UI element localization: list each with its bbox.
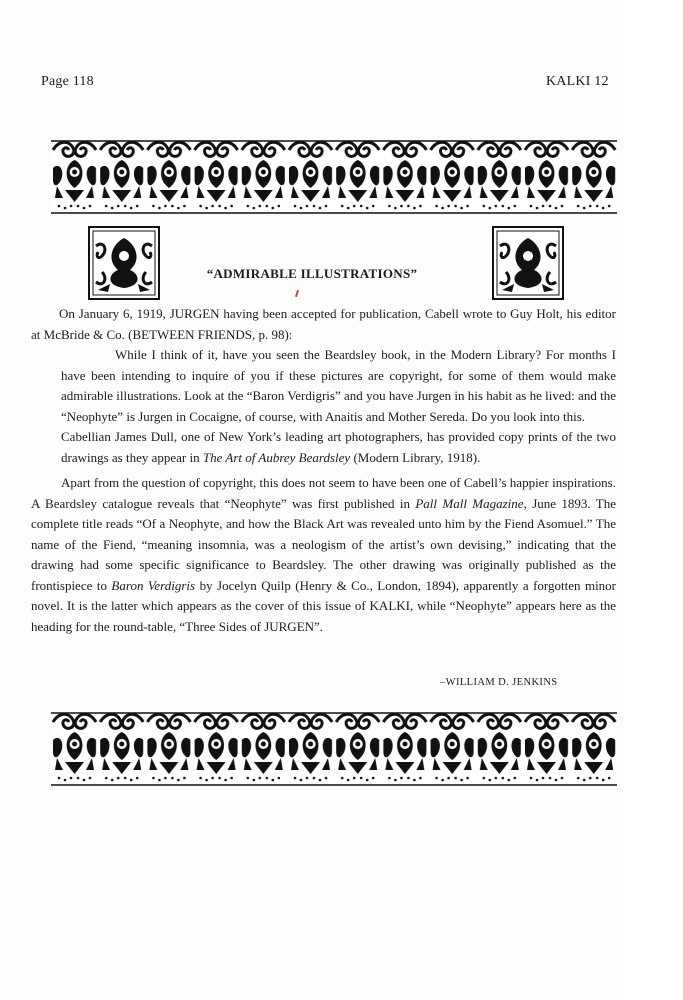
magazine-title: Pall Mall Magazine — [415, 495, 524, 511]
ornament-border-icon — [51, 712, 617, 786]
decorative-border-top — [51, 140, 617, 214]
article-body — [31, 304, 617, 637]
p2-text-1: Cabellian James Dull, one of New York’s leading art photographers, has provided copy prints of the two drawings as they appear in — [61, 429, 616, 465]
p3-text-2: , June 1893. The complete title reads “Of a Neophyte, and how the Black Art was revealed unto him by the Fiend Asomuel.” The name of the Fiend, “meaning insomnia, was a neologism of the artist’s own devising,” indicating that the drawing had some specific significance to Beardsley. The other drawing was originally published as the frontispiece to — [31, 495, 616, 593]
paragraph-copyright — [31, 473, 616, 637]
author-signature: –WILLIAM D. JENKINS — [440, 677, 558, 688]
ornament-border-icon — [51, 140, 617, 214]
paragraph-photographer — [61, 427, 616, 468]
red-mark — [295, 290, 299, 297]
p3-text-1: Apart from the question of copyright, this does not seem to have been one of Cabell’s happier inspirations. A Beardsley catalogue reveals that “Neophyte” was first published in — [31, 475, 616, 511]
paragraph-quote: While I think of it, have you seen the Beardsley book, in the Modern Library? For months I have been intending to inquire of you if these pictures are copyright, for some of them would make admirable illustrations. Look at the “Baron Verdigris” and you have Jurgen in his habit as he lived: and the “Neophyte” is Jurgen in Cocaigne, of course, with Anaitis and Mother Sereda. Do you look into this. — [61, 347, 616, 424]
article-title: “ADMIRABLE ILLUSTRATIONS” — [206, 266, 418, 281]
journal-issue: KALKI 12 — [546, 74, 609, 89]
page-number: Page 118 — [41, 74, 94, 89]
corner-ornament-left-icon — [88, 226, 160, 300]
corner-ornament-right-icon — [492, 226, 564, 300]
p2-text-2: (Modern Library, 1918). — [350, 449, 481, 465]
decorative-border-bottom — [51, 712, 617, 786]
book-title: The Art of Aubrey Beardsley — [202, 449, 351, 465]
novel-title: Baron Verdigris — [111, 577, 196, 593]
p3-text-3: by Jocelyn Quilp (Henry & Co., London, 1894), apparently a forgotten minor novel. It is the latter which appears as the cover of this issue of KALKI, while “Neophyte” appears here as the heading for the round-table, “Three Sides of JURGEN”. — [31, 577, 617, 634]
paragraph-intro: On January 6, 1919, JURGEN having been accepted for publication, Cabell wrote to Guy Holt, his editor at McBride & Co. (BETWEEN FRIENDS, p. 98): — [31, 306, 616, 342]
